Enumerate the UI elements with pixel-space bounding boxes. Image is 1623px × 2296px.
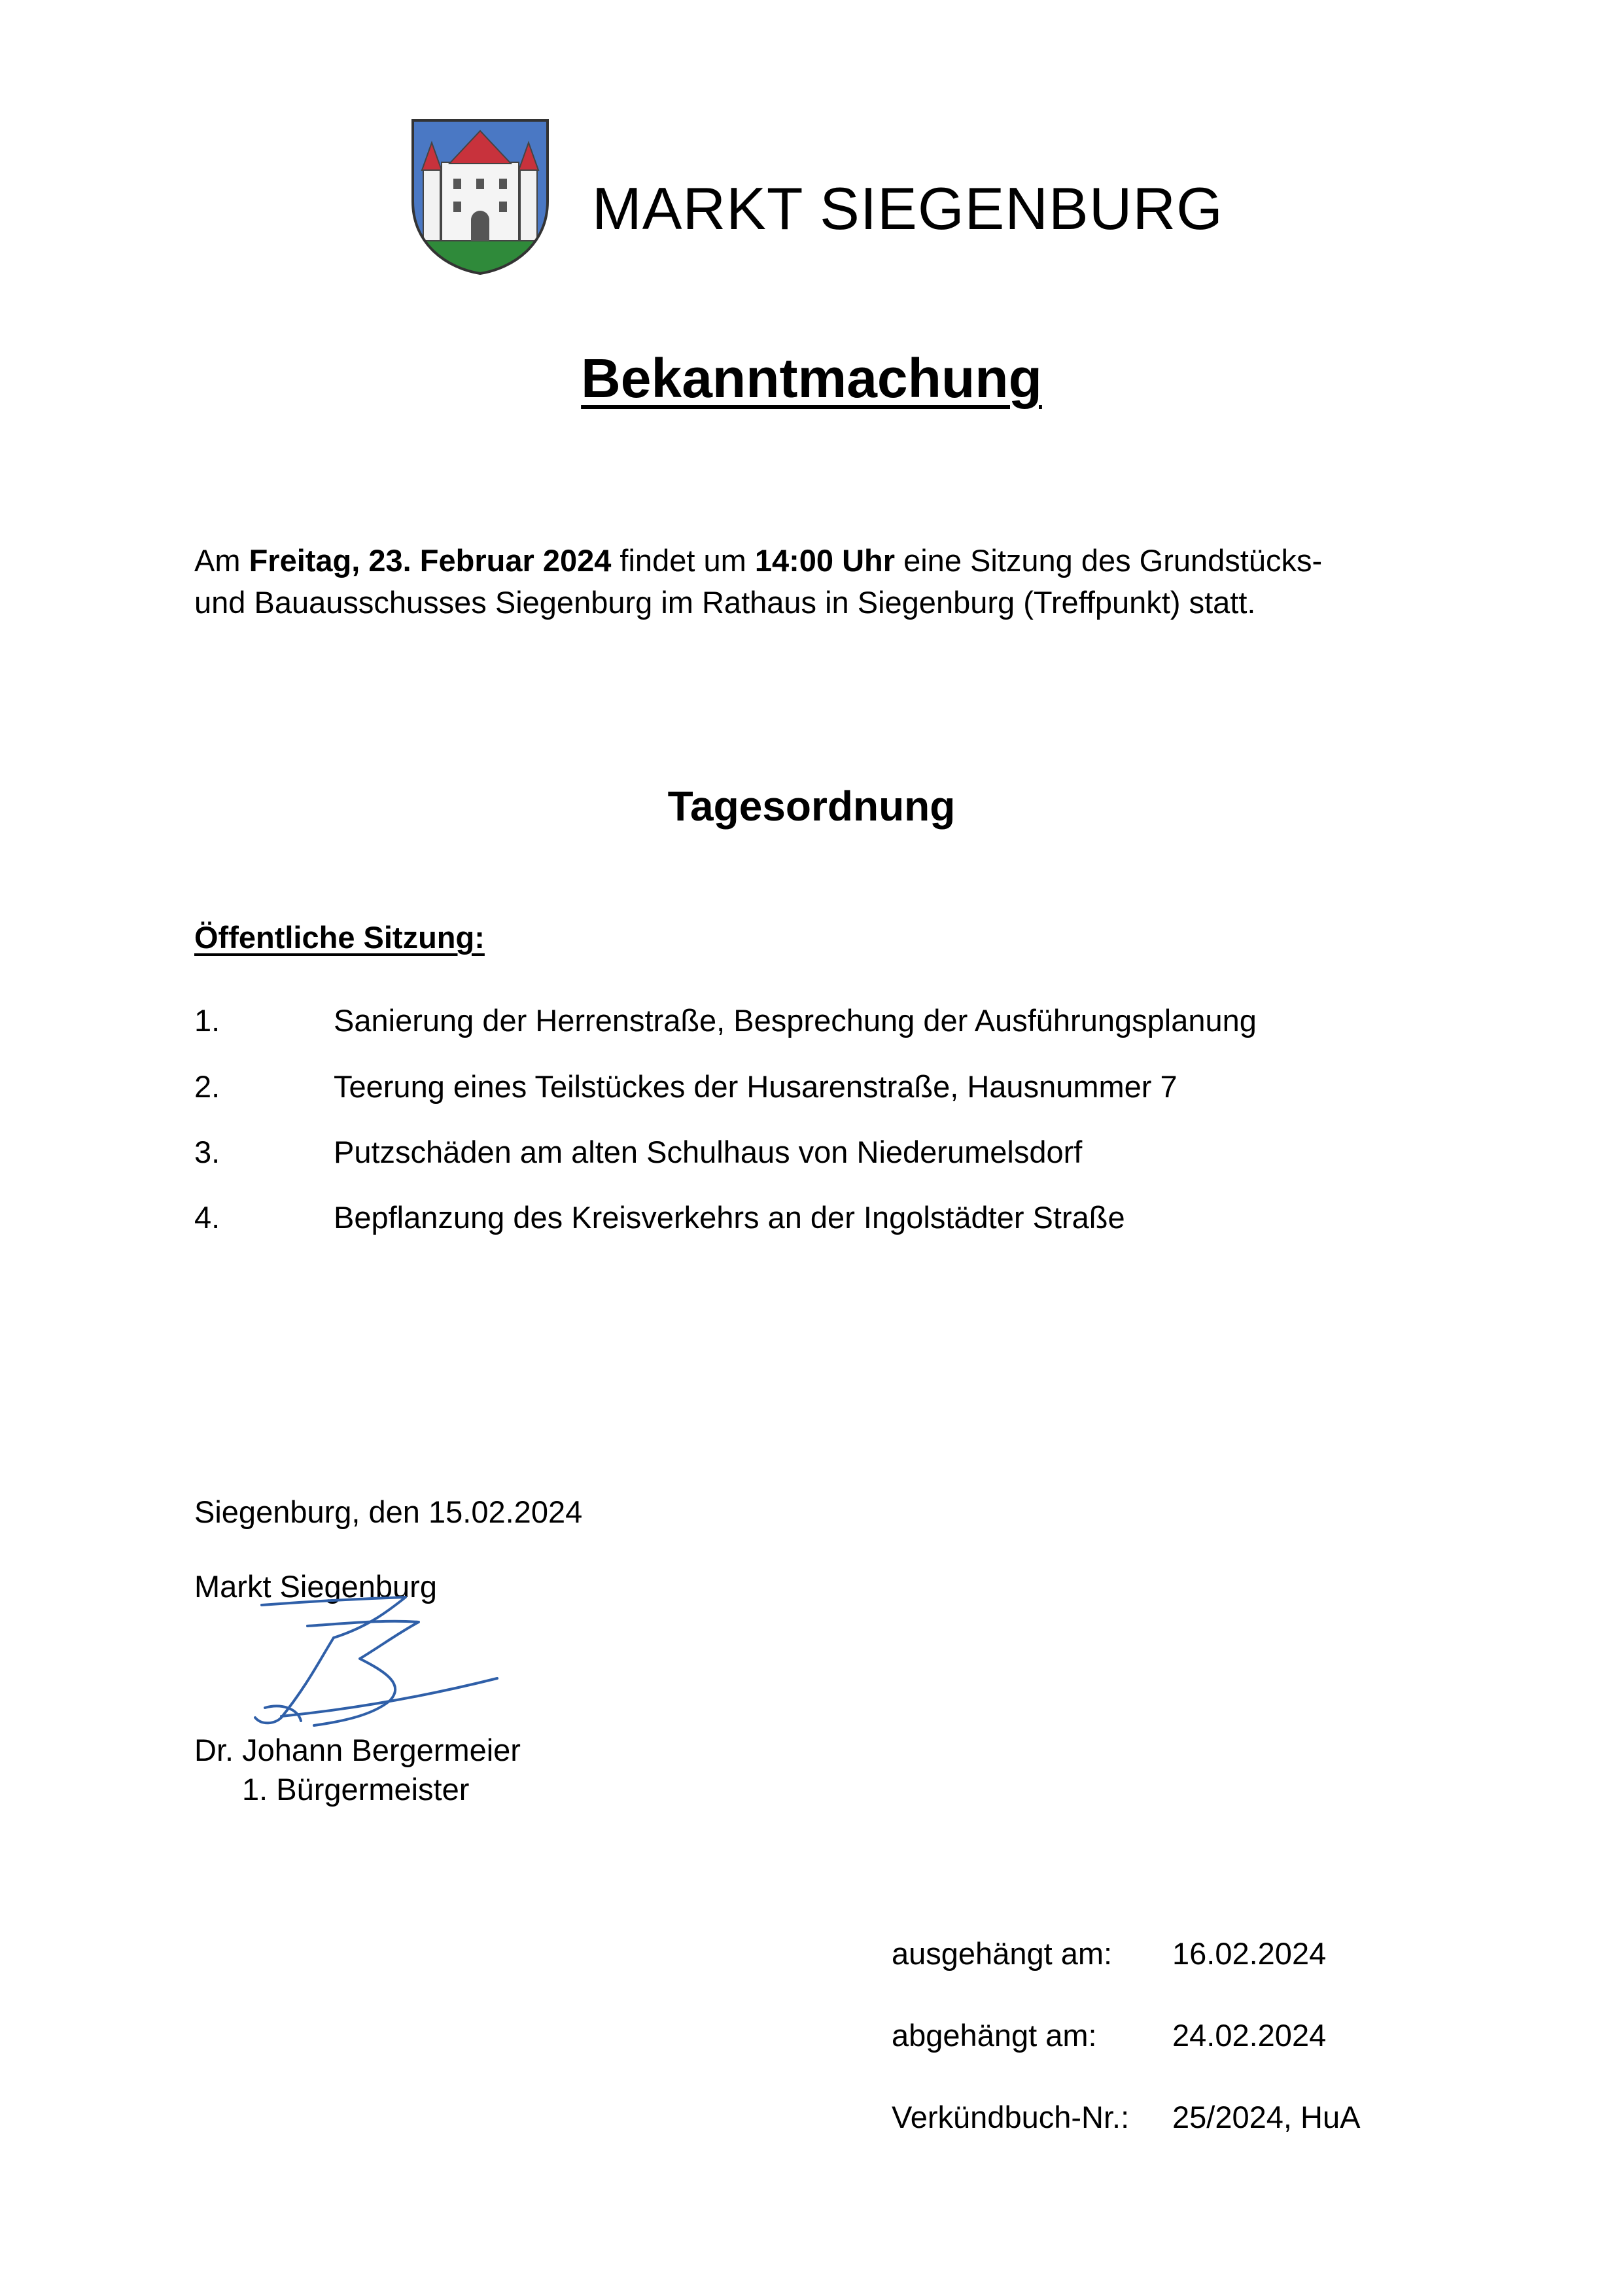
agenda-item-text: Sanierung der Herrenstraße, Besprechung der Ausführungsplanung xyxy=(334,1003,1257,1038)
removed-date-label: abgehängt am: xyxy=(892,2018,1097,2053)
intro-text: findet um xyxy=(611,543,755,578)
agenda-item-number: 1. xyxy=(194,1003,220,1038)
handwritten-signature-icon xyxy=(236,1587,510,1750)
signer-title: 1. Bürgermeister xyxy=(242,1772,470,1807)
organization-name: MARKT SIEGENBURG xyxy=(592,176,1223,242)
section-title: Öffentliche Sitzung: xyxy=(194,920,485,955)
agenda-item-text: Teerung eines Teilstückes der Husarenstraße, Hausnummer 7 xyxy=(334,1069,1178,1104)
agenda-item-text: Putzschäden am alten Schulhaus von Niederumelsdorf xyxy=(334,1135,1083,1169)
intro-emphasis: Freitag, 23. Februar 2024 xyxy=(249,543,612,578)
document-title xyxy=(0,347,1623,410)
agenda-title: Tagesordnung xyxy=(667,783,956,830)
intro-text: Am xyxy=(194,543,249,578)
intro-line-1 xyxy=(194,540,1322,582)
intro-line-2: und Bauausschusses Siegenburg im Rathaus in Siegenburg (Treffpunkt) statt. xyxy=(194,585,1256,620)
place-and-date: Siegenburg, den 15.02.2024 xyxy=(194,1494,583,1529)
signer-name: Dr. Johann Bergermeier xyxy=(194,1733,521,1767)
agenda-item-text: Bepflanzung des Kreisverkehrs an der Ingolstädter Straße xyxy=(334,1200,1125,1235)
removed-date-value: 24.02.2024 xyxy=(1172,2018,1327,2053)
document-title-text: Bekanntmachung xyxy=(581,347,1042,409)
register-number-label: Verkündbuch-Nr.: xyxy=(892,2100,1130,2134)
agenda-item-number: 2. xyxy=(194,1069,220,1104)
register-number-value: 25/2024, HuA xyxy=(1172,2100,1361,2134)
posted-date-label: ausgehängt am: xyxy=(892,1936,1113,1971)
agenda-item-number: 3. xyxy=(194,1135,220,1169)
coat-of-arms-castle-icon xyxy=(409,116,551,277)
posted-date-value: 16.02.2024 xyxy=(1172,1936,1327,1971)
intro-emphasis: 14:00 Uhr xyxy=(754,543,896,578)
signing-organization: Markt Siegenburg xyxy=(194,1569,437,1604)
agenda-item-number: 4. xyxy=(194,1200,220,1235)
intro-text: eine Sitzung des Grundstücks- xyxy=(895,543,1323,578)
